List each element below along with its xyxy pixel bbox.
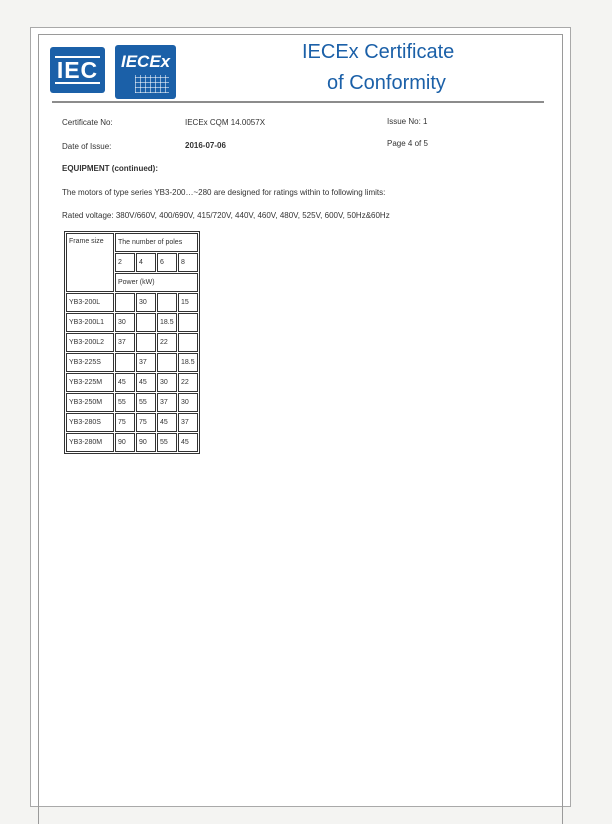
power-cell: 45 (136, 373, 156, 392)
power-cell: 30 (157, 373, 177, 392)
power-cell: 18.5 (178, 353, 198, 372)
frame-cell: YB3-280S (66, 413, 114, 432)
power-cell: 45 (178, 433, 198, 452)
iec-logo (50, 47, 105, 93)
power-cell (115, 293, 135, 312)
frame-cell: YB3-225M (66, 373, 114, 392)
power-cell: 22 (178, 373, 198, 392)
title-line-1: IECEx Certificate (302, 41, 455, 63)
table-row (66, 413, 198, 432)
power-cell: 55 (136, 393, 156, 412)
power-cell: 37 (115, 333, 135, 352)
table-row (66, 293, 198, 312)
poles-cell: 8 (178, 253, 198, 272)
power-cell (178, 313, 198, 332)
power-cell: 75 (115, 413, 135, 432)
frame-cell: YB3-280M (66, 433, 114, 452)
poles-header: The number of poles (115, 233, 198, 252)
power-cell: 15 (178, 293, 198, 312)
iecex-logo-pattern (135, 75, 169, 93)
page-number: Page 4 of 5 (387, 139, 428, 148)
power-cell: 45 (115, 373, 135, 392)
power-cell: 37 (136, 353, 156, 372)
date-of-issue-value: 2016-07-06 (185, 141, 226, 150)
power-cell (136, 313, 156, 332)
power-cell (157, 353, 177, 372)
table-row (66, 353, 198, 372)
power-cell: 37 (157, 393, 177, 412)
frame-cell: YB3-200L1 (66, 313, 114, 332)
iecex-logo (115, 45, 176, 99)
poles-cell: 2 (115, 253, 135, 272)
table-row (66, 313, 198, 332)
table-row (66, 333, 198, 352)
poles-cell: 4 (136, 253, 156, 272)
section-heading: EQUIPMENT (continued): (62, 164, 158, 173)
table-row (66, 373, 198, 392)
power-header: Power (kW) (115, 273, 198, 292)
frame-size-header: Frame size (66, 233, 114, 292)
power-cell (136, 333, 156, 352)
title-line-2: of Conformity (327, 72, 446, 94)
poles-cell: 6 (157, 253, 177, 272)
power-cell (157, 293, 177, 312)
power-cell: 55 (115, 393, 135, 412)
power-cell: 30 (178, 393, 198, 412)
certificate-page (30, 27, 571, 807)
power-cell: 45 (157, 413, 177, 432)
certificate-no-value: IECEx CQM 14.0057X (185, 118, 266, 127)
frame-cell: YB3-225S (66, 353, 114, 372)
intro-text: The motors of type series YB3-200…~280 are designed for ratings within to following limits: (62, 188, 386, 197)
rated-voltage-text: Rated voltage: 380V/660V, 400/690V, 415/720V, 440V, 460V, 480V, 525V, 600V, 50Hz&60Hz (62, 211, 390, 220)
date-of-issue-label: Date of Issue: (62, 142, 112, 151)
frame-cell: YB3-200L (66, 293, 114, 312)
power-cell: 30 (115, 313, 135, 332)
power-cell: 55 (157, 433, 177, 452)
table-row (66, 393, 198, 412)
power-table (64, 231, 200, 454)
power-cell: 22 (157, 333, 177, 352)
certificate-no-label: Certificate No: (62, 118, 113, 127)
table-header-row (66, 233, 198, 252)
power-cell: 75 (136, 413, 156, 432)
power-cell: 37 (178, 413, 198, 432)
power-cell (178, 333, 198, 352)
iec-logo-text: IEC (56, 57, 99, 83)
header-divider (52, 101, 544, 103)
power-cell: 90 (115, 433, 135, 452)
frame-cell: YB3-250M (66, 393, 114, 412)
power-cell: 18.5 (157, 313, 177, 332)
frame-cell: YB3-200L2 (66, 333, 114, 352)
power-cell: 90 (136, 433, 156, 452)
issue-no: Issue No: 1 (387, 117, 428, 126)
power-cell (115, 353, 135, 372)
table-row (66, 433, 198, 452)
iecex-logo-text: IECEx (121, 52, 171, 71)
power-cell: 30 (136, 293, 156, 312)
